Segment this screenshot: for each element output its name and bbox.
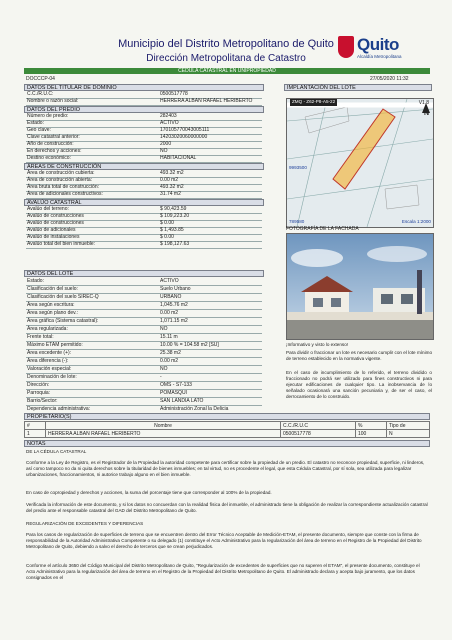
map-section-header: IMPLANTACIÓN DEL LOTE <box>284 84 432 91</box>
row-label: Área de adicionales constructivos: <box>27 191 103 197</box>
row-value: 493.32 m2 <box>160 184 184 190</box>
row-label: Año de construcción: <box>27 141 74 147</box>
row-label: Parroquia: <box>27 390 51 396</box>
doc-date: 27/05/2020 11:32 <box>370 76 409 82</box>
row-value: 1,071.15 m2 <box>160 318 188 324</box>
row-value: $ 198,127.63 <box>160 241 190 247</box>
table-cell: 1 <box>25 430 46 438</box>
table-cell: N <box>387 430 430 438</box>
row-value: NO <box>160 148 168 154</box>
row-value: Administración Zonal la Delicia <box>160 406 229 412</box>
row-value: 2000 <box>160 141 172 147</box>
row-label: Clasificación del suelo: <box>27 286 78 292</box>
table-row <box>26 342 262 350</box>
facade-photo <box>286 233 434 340</box>
row-value: POMASQUI <box>160 390 187 396</box>
row-value: 493.32 m2 <box>160 170 184 176</box>
notas-p1: Conforme a la Ley de Registro, es el Registrador de la Propiedad la autoridad competente para certificar sobre la propiedad de un predio. El catastro no reconoce propiedad, superficie, ni linderos, así como tampoco no da ni quita derechos sobre la titularidad de bienes inmuebles; en tal virtud, no es procedente el legal, que esta Cédula Catastral, por sí sola, sea utilizada para legalizar urbanizaciones, fraccionamientos, ni autorice trabajo alguno en el bien inmueble. <box>26 460 425 477</box>
row-label: Área regularizada: <box>27 326 68 332</box>
row-label: Destino económico: <box>27 155 71 161</box>
col-header: C.C./R.U.C <box>281 422 356 430</box>
north-arrow-icon: N <box>423 110 429 117</box>
notas-header: NOTAS <box>24 440 430 447</box>
shield-icon <box>338 36 354 58</box>
row-label: Área diferencia (-): <box>27 358 69 364</box>
row-value: URBANO <box>160 294 182 300</box>
row-label: C.C./R.U.C: <box>27 91 54 97</box>
row-value: 25.38 m2 <box>160 350 181 356</box>
map-code: ZMQ - Z62-P8-A5-22 <box>292 99 336 104</box>
doc-code: DOCCCP-04 <box>26 76 55 82</box>
row-label: Dirección: <box>27 382 50 388</box>
row-label: Clave catastral anterior: <box>27 134 80 140</box>
section-header: ÁREAS DE CONSTRUCCIÓN <box>24 163 264 170</box>
table-row <box>26 98 262 106</box>
table-row <box>26 155 262 163</box>
row-label: Área bruta total de construcción: <box>27 184 99 190</box>
table-row <box>26 374 262 382</box>
table-row <box>26 241 262 249</box>
table-row <box>26 326 262 334</box>
section-header: DATOS DEL TITULAR DE DOMINIO <box>24 84 264 91</box>
table-row <box>26 390 262 398</box>
row-label: Nombre o razón social: <box>27 98 79 104</box>
table-row <box>26 366 262 374</box>
table-row <box>26 358 262 366</box>
notas-p3: Verificada la información de este documento, y si los datos no concuerdan con la realidad física del inmueble, el administrado tiene la obligación de realizar la correspondiente actualización catastral del predio ante el responsable catastral del GAD del Distrito Metropolitano de Quito. <box>26 502 428 513</box>
row-value: ACTIVO <box>160 278 179 284</box>
row-value: 31.74 m2 <box>160 191 181 197</box>
row-value: Suelo Urbano <box>160 286 191 292</box>
map-version: V1.8 <box>418 100 429 106</box>
row-value: 170105770043005111 <box>160 127 210 133</box>
map-scale: Escala 1:2000 <box>401 219 431 224</box>
table-row <box>26 382 262 390</box>
row-value: HABITACIONAL <box>160 155 197 161</box>
row-label: Máximo ETAM permitido: <box>27 342 83 348</box>
row-value: - <box>160 374 162 380</box>
notas-heading2: REGULARIZACIÓN DE EXCEDENTES Y DIFERENCIAS <box>26 521 144 526</box>
row-label: Área de construcción abierta: <box>27 177 93 183</box>
table-row <box>26 286 262 294</box>
row-value: 0.00 m2 <box>160 310 179 316</box>
row-value: 10.00 % = 104.58 m2 [SU] <box>160 342 219 348</box>
row-label: Estado: <box>27 278 44 284</box>
row-value: 0.00 m2 <box>160 358 179 364</box>
col-header: % <box>356 422 387 430</box>
row-value: HERRERA ALBAN RAFAEL HERIBERTO <box>160 98 253 104</box>
table-header-row <box>25 422 430 430</box>
col-header: Nombre <box>46 422 281 430</box>
owners-table <box>24 421 430 438</box>
table-row <box>26 318 262 326</box>
row-label: Área según plano dev.: <box>27 310 79 316</box>
map-coord-y: 9993500 <box>289 165 307 170</box>
photo-label: FOTOGRAFÍA DE LA FACHADA <box>286 226 359 232</box>
info-note-title: ¡Informativo y visto lo extenso! <box>286 342 349 347</box>
col-header: # <box>25 422 46 430</box>
map-coord-x: 789580 <box>289 219 305 224</box>
quito-logo <box>338 36 424 62</box>
row-label: Avalúo de construcciones <box>27 213 84 219</box>
row-label: Área excedente (+): <box>27 350 72 356</box>
row-value: 282403 <box>160 113 177 119</box>
table-row <box>26 310 262 318</box>
row-value: 1,045.76 m2 <box>160 302 188 308</box>
page-title: Municipio del Distrito Metropolitano de Quito <box>118 38 334 50</box>
table-cell: HERRERA ALBAN RAFAEL HERIBERTO <box>46 430 281 438</box>
logo-word: Quito <box>357 35 399 54</box>
table-row <box>26 350 262 358</box>
row-value: 15.11 m <box>160 334 178 340</box>
row-value: $ 1,493.85 <box>160 227 184 233</box>
map-graphic <box>287 99 433 227</box>
notas-p4: Para los casos de regularización de superficies de terreno que se encuentren dentro del Error Técnico Aceptable de Medición-ETAM, el presente documento, siempre que conste con la firma de responsabilidad de la Autoridad Administrativa Competente o su delegado (1) constituye el Acto Administrativo para la regularización del área de terreno en el Registro de la Propiedad del Distrito Metropolitano de Quito, debiendo a salvo el derecho de terceros que se crean perjudicados. <box>26 532 422 549</box>
row-label: Área de construcción cubierta: <box>27 170 95 176</box>
row-label: Número de predio: <box>27 113 69 119</box>
row-label: Geo clave: <box>27 127 51 133</box>
row-label: Estado: <box>27 120 44 126</box>
page-subtitle: Dirección Metropolitana de Catastro <box>146 53 306 64</box>
row-value: $ 0.00 <box>160 220 174 226</box>
row-value: 14203020060000000 <box>160 134 208 140</box>
row-label: En derechos y acciones: <box>27 148 82 154</box>
logo-sub: Alcaldía Metropolitana <box>357 54 402 59</box>
row-label: Barrio/Sector: <box>27 398 58 404</box>
section-header: DATOS DEL LOTE <box>24 270 264 277</box>
row-value: $ 109,223.20 <box>160 213 190 219</box>
row-label: Avalúo del terreno: <box>27 206 69 212</box>
col-header: Tipo de <box>387 422 430 430</box>
row-value: $ 90,423.59 <box>160 206 187 212</box>
row-value: 0.00 m2 <box>160 177 179 183</box>
table-row <box>26 302 262 310</box>
row-label: Avalúo total del bien inmueble: <box>27 241 96 247</box>
row-value: SAN LANDIA LATO <box>160 398 204 404</box>
row-value: 0500517778 <box>160 91 188 97</box>
table-cell: 100 <box>356 430 387 438</box>
row-label: Área gráfica (Sistema catastral): <box>27 318 99 324</box>
section-header: DATOS DEL PREDIO <box>24 106 264 113</box>
row-value: $ 0.00 <box>160 234 174 240</box>
facade-image <box>287 234 433 339</box>
row-label: Área según escritura: <box>27 302 75 308</box>
row-value: OMS - S7-133 <box>160 382 192 388</box>
table-row <box>25 430 430 438</box>
table-row <box>26 191 262 199</box>
table-cell: 0500517778 <box>281 430 356 438</box>
row-label: Frente total: <box>27 334 54 340</box>
document-band: CÉDULA CATASTRAL EN UNIPROPIEDAD <box>24 68 430 74</box>
table-row <box>26 398 262 406</box>
propietarios-header: PROPIETARIO(S) <box>24 413 430 420</box>
info-note-p1: Para dividir o fraccionar un lote es necesario cumplir con el lote mínimo de terreno establecido en la normativa vigente. <box>286 350 432 361</box>
notas-heading: DE LA CÉDULA CATASTRAL <box>26 449 87 454</box>
row-label: Avalúo de construcciones <box>27 220 84 226</box>
row-label: Denominación de lote: <box>27 374 77 380</box>
row-label: Avalúo de adicionales <box>27 227 76 233</box>
table-row <box>26 294 262 302</box>
table-row <box>26 334 262 342</box>
row-value: NO <box>160 366 168 372</box>
info-note-p2: En el caso de incumplimiento de lo referido, el terreno dividido o fraccionado no podrá ser utilizado para fines constructivos ni para ejecutar edificaciones de cualquier tipo. La inobservancia de lo señalado ocasionará una sanción pecuniaria y, de ser el caso, el derrocamiento de lo construido. <box>286 370 432 399</box>
row-label: Clasificación del suelo SIREC-Q <box>27 294 99 300</box>
notas-p2: En caso de copropiedad y derechos y acciones, la suma del porcentaje tiene que corresponder al 100% de la propiedad. <box>26 490 272 495</box>
lot-map <box>286 98 434 228</box>
section-header: AVALÚO CATASTRAL <box>24 199 264 206</box>
table-row <box>26 278 262 286</box>
notas-p5: Conforme el artículo 3650 del Código Municipal del Distrito Metropolitano de Quito, "Regularización de excedentes de superficies que no superen el ETAM", el presente documento, constituye el Acto Administrativo para la regularización del área de terreno en el Registro de la Propiedad del Distrito Metropolitano de Quito. El administrado declara y acepta bajo juramento, que los datos consignados en el <box>26 563 420 580</box>
row-value: NO <box>160 326 168 332</box>
row-label: Avalúo de instalaciones <box>27 234 80 240</box>
row-label: Valoración especial: <box>27 366 72 372</box>
row-label: Dependencia administrativa: <box>27 406 91 412</box>
row-value: ACTIVO <box>160 120 179 126</box>
